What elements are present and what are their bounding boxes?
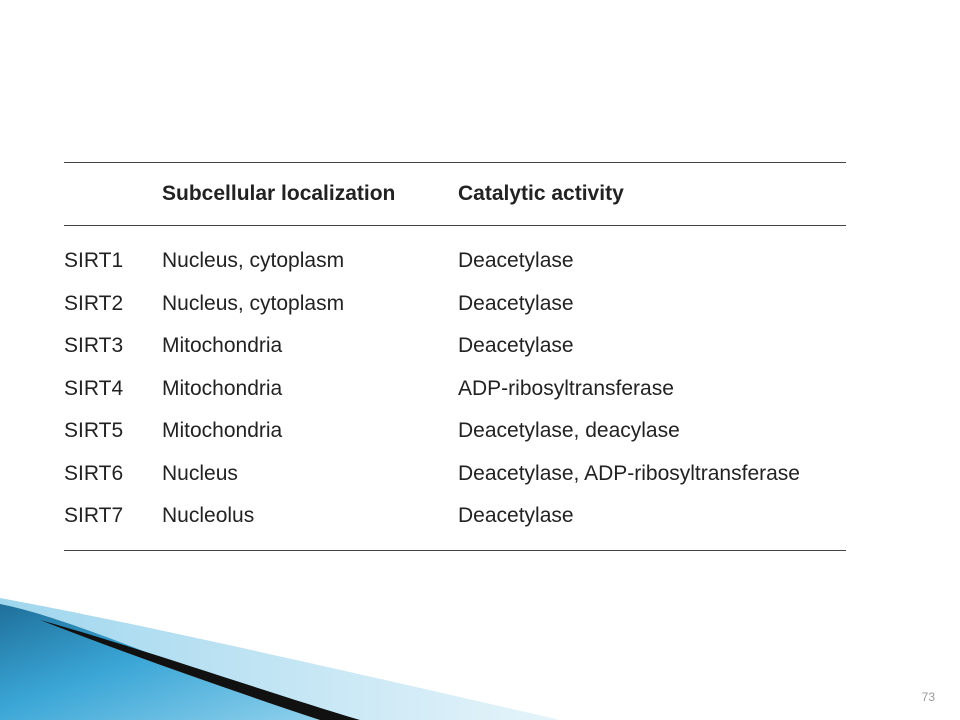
sirtuin-table — [64, 163, 846, 225]
cell-sirtuin: SIRT5 — [64, 419, 124, 443]
table-row — [64, 453, 846, 496]
table-row — [64, 240, 846, 283]
header-cell-name — [64, 163, 162, 225]
cell-activity: Deacetylase, deacylase — [458, 419, 680, 443]
cell-localization: Mitochondria — [162, 419, 283, 443]
cell-sirtuin: SIRT3 — [64, 334, 124, 358]
light-swoosh-band — [0, 598, 560, 720]
cell-sirtuin: SIRT1 — [64, 249, 124, 273]
cell-activity: Deacetylase — [458, 504, 574, 528]
cell-activity: Deacetylase, ADP-ribosyltransferase — [458, 461, 800, 485]
cell-activity: Deacetylase — [458, 334, 574, 358]
table-row — [64, 410, 846, 453]
cell-sirtuin: SIRT7 — [64, 504, 124, 528]
cell-localization: Mitochondria — [162, 334, 283, 358]
cell-sirtuin: SIRT6 — [64, 461, 124, 485]
header-cell-localization: Subcellular localization — [162, 182, 396, 205]
cell-localization: Nucleus, cytoplasm — [162, 249, 345, 273]
sirtuin-table-container — [64, 162, 846, 551]
cell-localization: Nucleus, cytoplasm — [162, 291, 345, 315]
table-header-row — [64, 163, 846, 225]
table-row — [64, 495, 846, 538]
page-number: 73 — [921, 690, 935, 704]
sirtuin-table-body — [64, 226, 846, 550]
table-row — [64, 325, 846, 368]
cell-localization: Nucleus — [162, 461, 238, 485]
cell-sirtuin: SIRT4 — [64, 376, 124, 400]
cell-localization: Mitochondria — [162, 376, 283, 400]
cell-sirtuin: SIRT2 — [64, 291, 124, 315]
cell-activity: Deacetylase — [458, 291, 574, 315]
table-row — [64, 283, 846, 326]
cell-localization: Nucleolus — [162, 504, 255, 528]
cell-activity: ADP-ribosyltransferase — [458, 376, 674, 400]
dark-swoosh-accent — [40, 620, 360, 720]
table-row — [64, 368, 846, 411]
table-bottom-rule — [64, 550, 846, 551]
header-cell-activity: Catalytic activity — [458, 182, 624, 205]
blue-swoosh-wedge — [0, 604, 320, 720]
cell-activity: Deacetylase — [458, 249, 574, 273]
